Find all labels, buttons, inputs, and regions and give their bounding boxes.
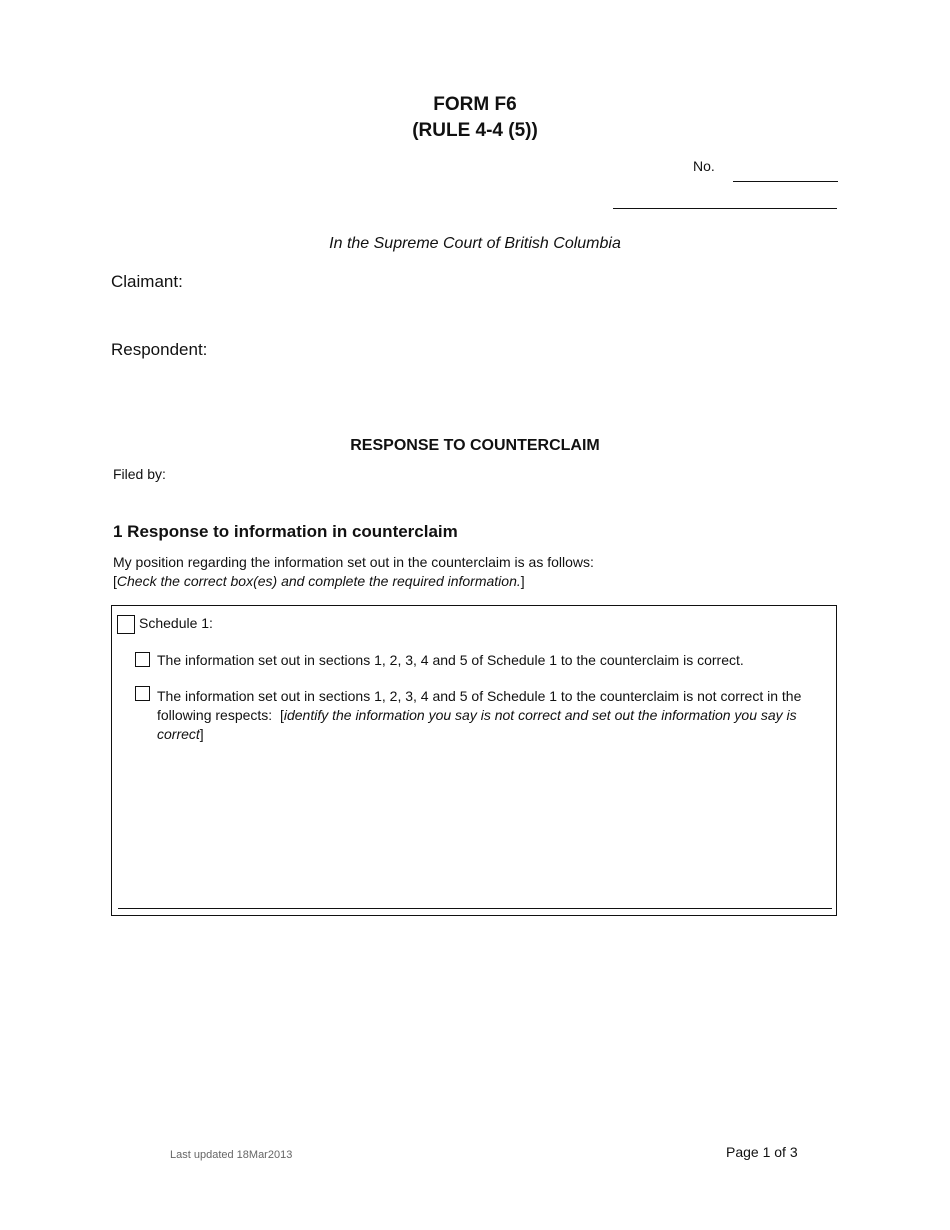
filed-by-label: Filed by: bbox=[113, 466, 166, 482]
registry-line[interactable] bbox=[613, 208, 837, 209]
option-correct-text: The information set out in sections 1, 2, 3, 4 and 5 of Schedule 1 to the counterclaim is correct. bbox=[157, 652, 744, 668]
option-not-correct-main: The information set out in sections 1, 2, 3, 4 and 5 of Schedule 1 to the counterclaim is not correct in the following respects: bbox=[157, 688, 802, 723]
response-answer-line[interactable] bbox=[118, 908, 832, 909]
option-instruction-bracket-open: [ bbox=[279, 707, 284, 723]
page-number: Page 1 of 3 bbox=[726, 1144, 798, 1160]
form-rule: (RULE 4-4 (5)) bbox=[412, 120, 538, 141]
schedule-1-label: Schedule 1: bbox=[139, 615, 213, 631]
option-not-correct-text bbox=[157, 687, 829, 744]
section-1-heading: 1 Response to information in counterclaim bbox=[113, 522, 458, 541]
file-number-line[interactable] bbox=[733, 181, 838, 182]
claimant-label: Claimant: bbox=[111, 272, 183, 291]
last-updated: Last updated 18Mar2013 bbox=[170, 1149, 293, 1161]
instruction-text: Check the correct box(es) and complete the required information. bbox=[116, 573, 521, 589]
instruction-bracket-open: [ bbox=[113, 573, 117, 589]
file-number-label: No. bbox=[693, 158, 715, 174]
instruction-bracket-close: ] bbox=[520, 573, 525, 589]
respondent-label: Respondent: bbox=[111, 340, 208, 359]
section-1-instruction bbox=[113, 573, 525, 589]
option-instruction-bracket-close: ] bbox=[199, 726, 204, 742]
schedule-1-checkbox[interactable] bbox=[117, 615, 135, 634]
option-correct-checkbox[interactable] bbox=[135, 652, 150, 667]
schedule-1-box bbox=[111, 605, 837, 916]
form-title: FORM F6 bbox=[433, 94, 517, 115]
court-name: In the Supreme Court of British Columbia bbox=[329, 235, 621, 252]
section-1-intro: My position regarding the information set out in the counterclaim is as follows: bbox=[113, 554, 594, 570]
document-title: RESPONSE TO COUNTERCLAIM bbox=[350, 437, 600, 454]
option-not-correct-instruction: identify the information you say is not correct and set out the information you say is correct bbox=[157, 707, 797, 742]
option-not-correct-checkbox[interactable] bbox=[135, 686, 150, 701]
